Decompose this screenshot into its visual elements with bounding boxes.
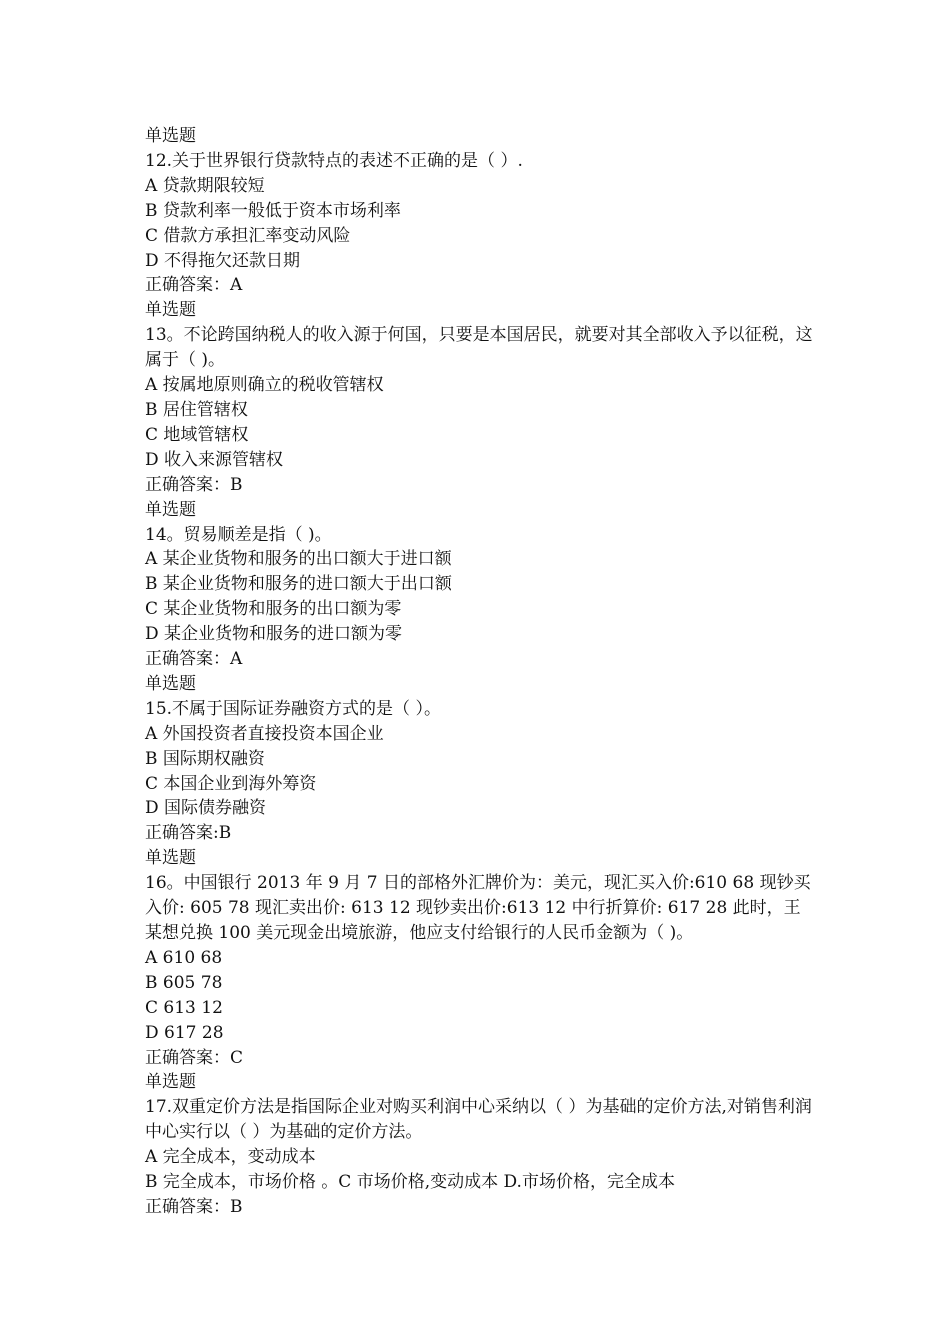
question-16: [145, 846, 815, 1070]
option-b-c-d: B 完全成本，市场价格 。C 市场价格,变动成本 D.市场价格，完全成本: [145, 1172, 675, 1193]
question-type: 单选题: [145, 126, 196, 146]
question-stem: 14。贸易顺差是指（ )。: [145, 524, 332, 545]
question-stem: 13。不论跨国纳税人的收入源于何国，只要是本国居民，就要对其全部收入予以征税，这属于（ )。: [145, 325, 813, 371]
option-d: D 国际债券融资: [145, 798, 267, 819]
question-stem: 17.双重定价方法是指国际企业对购买利润中心采纳以（ ）为基础的定价方法,对销售利润中心实行以（ ）为基础的定价方法。: [145, 1097, 812, 1143]
question-14: [145, 498, 815, 672]
correct-answer: 正确答案：B: [145, 1196, 243, 1217]
option-c: C 某企业货物和服务的出口额为零: [145, 599, 402, 620]
option-a: A 某企业货物和服务的出口额大于进口额: [145, 549, 452, 570]
option-c: C 本国企业到海外筹资: [145, 773, 317, 794]
option-b: B 某企业货物和服务的进口额大于出口额: [145, 574, 452, 595]
question-type: 单选题: [145, 848, 196, 869]
option-a: A 按属地原则确立的税收管辖权: [145, 375, 384, 396]
correct-answer: 正确答案:B: [145, 823, 232, 844]
option-a: A 贷款期限较短: [145, 175, 265, 196]
option-b: B 605 78: [145, 972, 223, 993]
option-c: C 613 12: [145, 997, 223, 1018]
option-d: D 不得拖欠还款日期: [145, 250, 301, 271]
question-stem: 12.关于世界银行贷款特点的表述不正确的是（ ）.: [145, 150, 523, 171]
correct-answer: 正确答案：B: [145, 474, 243, 495]
question-13: [145, 298, 815, 497]
correct-answer: 正确答案：C: [145, 1047, 244, 1068]
question-15: [145, 672, 815, 846]
question-stem: 15.不属于国际证券融资方式的是（ ）。: [145, 698, 441, 719]
correct-answer: 正确答案：A: [145, 275, 243, 296]
question-17: [145, 1070, 815, 1219]
option-d: D 某企业货物和服务的进口额为零: [145, 624, 403, 645]
question-type: 单选题: [145, 673, 196, 694]
option-c: C 地域管辖权: [145, 424, 249, 445]
option-d: D 收入来源管辖权: [145, 449, 284, 470]
option-b: B 国际期权融资: [145, 748, 265, 769]
question-stem: 16。中国银行 2013 年 9 月 7 日的部格外汇牌价为：美元，现汇买入价:610 68 现钞买入价: 605 78 现汇卖出价: 613 12 现钞卖出价:613 12 中行折算价: 617 28 此时，王某想兑换 100 美元现金出境旅游，他应支付给银行的人民币金额为（ )。: [145, 873, 811, 943]
option-a: A 610 68: [145, 947, 223, 968]
option-a: A 外国投资者直接投资本国企业: [145, 723, 384, 744]
document-page: [145, 124, 815, 1220]
option-b: B 贷款利率一般低于资本市场利率: [145, 200, 401, 221]
question-12: [145, 124, 815, 298]
option-b: B 居住管辖权: [145, 399, 248, 420]
correct-answer: 正确答案：A: [145, 649, 243, 670]
option-a: A 完全成本，变动成本: [145, 1147, 316, 1168]
option-c: C 借款方承担汇率变动风险: [145, 225, 351, 246]
question-type: 单选题: [145, 300, 196, 321]
question-type: 单选题: [145, 1072, 196, 1093]
option-d: D 617 28: [145, 1022, 224, 1043]
question-type: 单选题: [145, 499, 196, 520]
